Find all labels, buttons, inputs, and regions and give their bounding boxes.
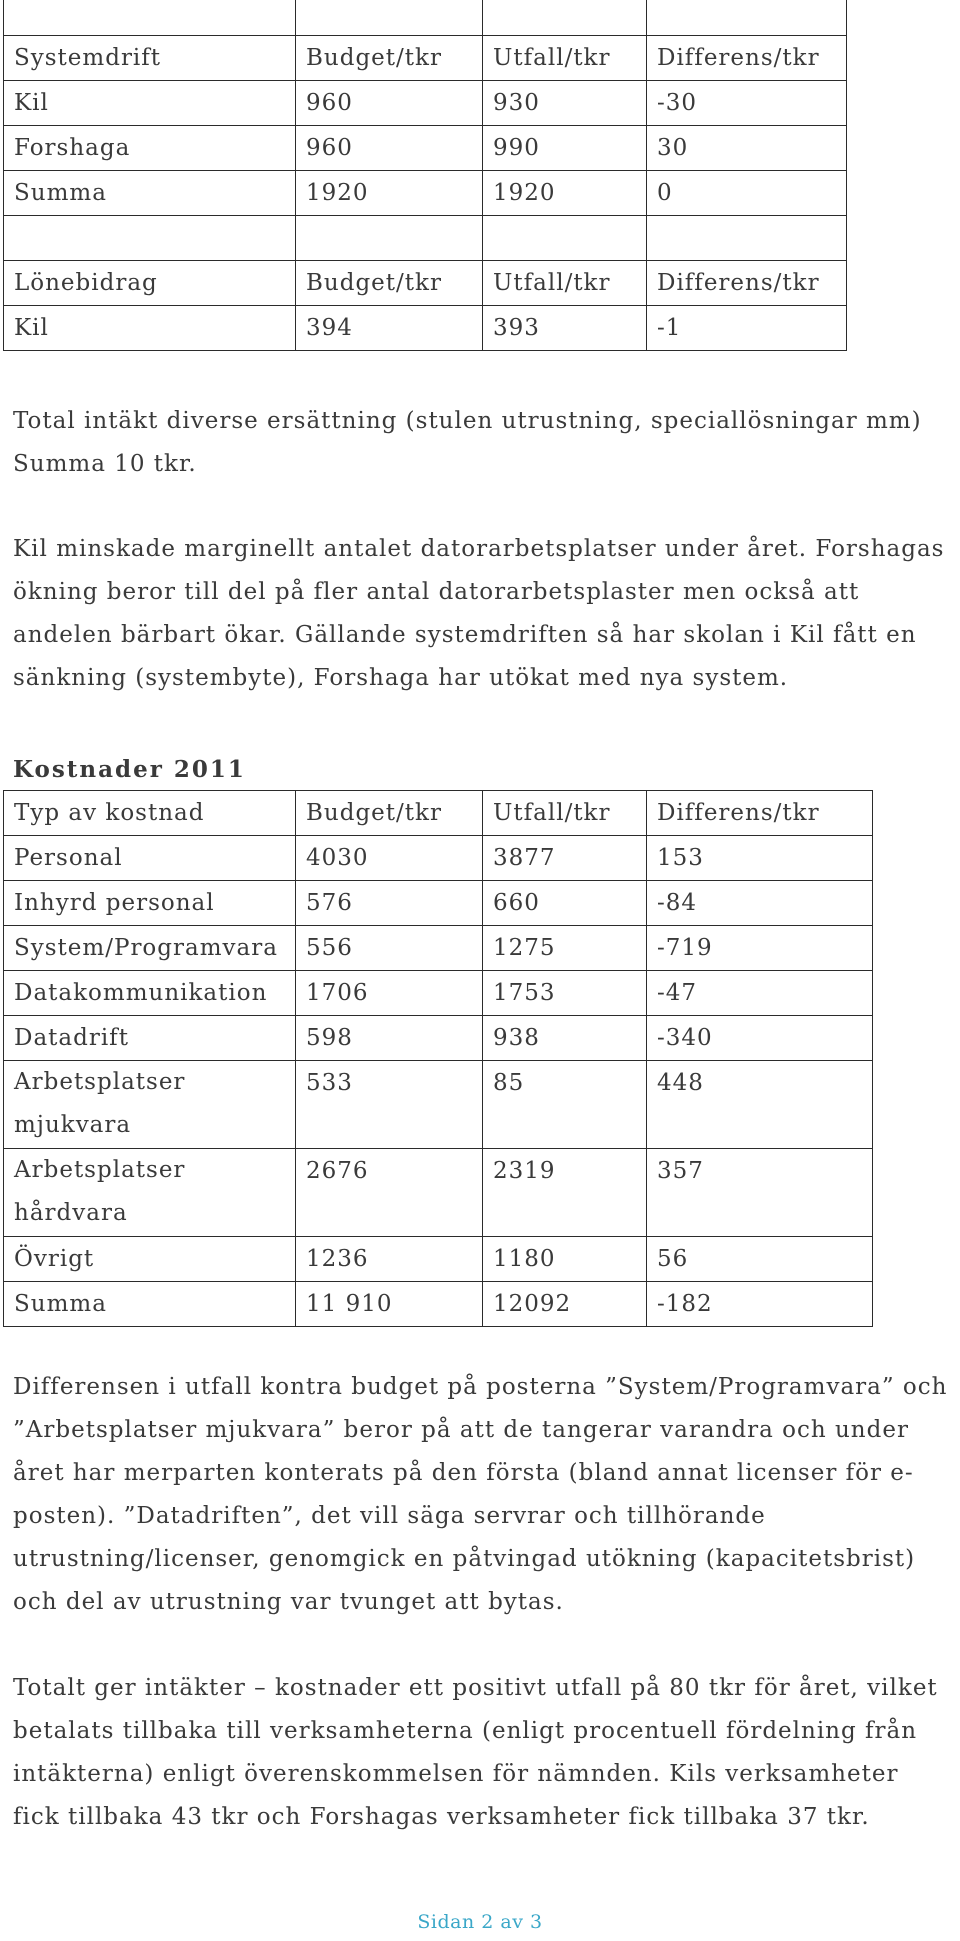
table-row [4, 1237, 873, 1282]
table-cell: 2319 [483, 1149, 647, 1237]
table-cell: Personal [4, 836, 296, 881]
table-cell: 1920 [296, 171, 483, 216]
table-row [4, 0, 847, 36]
table-cell: 930 [483, 81, 647, 126]
table-row [4, 126, 847, 171]
table-cell: 448 [647, 1061, 873, 1149]
table-cell: Lönebidrag [4, 261, 296, 306]
table-cell: 3877 [483, 836, 647, 881]
table-cell: 56 [647, 1237, 873, 1282]
paragraph-variance-explanation: Differensen i utfall kontra budget på posterna ”System/Programvara” och ”Arbetsplatser mjukvara” beror på att de tangerar varandra och under året har merparten konterats på den första (bland annat licenser för e-posten). ”Datadriften”, det vill säga servrar och tillhörande utrustning/licenser, genomgick en påtvingad utökning (kapacitetsbrist) och del av utrustning var tvunget att bytas. [13, 1374, 948, 1615]
table-cell: 660 [483, 881, 647, 926]
table-cell: 960 [296, 126, 483, 171]
table-cell: Datadrift [4, 1016, 296, 1061]
table-header-row [4, 261, 847, 306]
table-cell: Forshaga [4, 126, 296, 171]
table-cell [296, 216, 483, 261]
table-cell: 357 [647, 1149, 873, 1237]
table-cell: -1 [647, 306, 847, 351]
table-cell: 960 [296, 81, 483, 126]
table-cell: 1236 [296, 1237, 483, 1282]
table-row [4, 881, 873, 926]
table-cell: -340 [647, 1016, 873, 1061]
table-row [4, 171, 847, 216]
table-cell: -30 [647, 81, 847, 126]
table-cell: 12092 [483, 1282, 647, 1327]
table-cell: Inhyrd personal [4, 881, 296, 926]
systemdrift-table [3, 0, 847, 351]
table-cell: 1180 [483, 1237, 647, 1282]
table-cell: 2676 [296, 1149, 483, 1237]
table-cell: 393 [483, 306, 647, 351]
table-cell: 533 [296, 1061, 483, 1149]
table-cell: Kil [4, 81, 296, 126]
table-cell: Typ av kostnad [4, 791, 296, 836]
table-row [4, 216, 847, 261]
table-cell: Kil [4, 306, 296, 351]
table-cell: 576 [296, 881, 483, 926]
table-row [4, 971, 873, 1016]
table-row [4, 1016, 873, 1061]
table-cell: Budget/tkr [296, 36, 483, 81]
table-cell: 11 910 [296, 1282, 483, 1327]
table-cell: 1706 [296, 971, 483, 1016]
table-cell: 30 [647, 126, 847, 171]
table-cell [4, 216, 296, 261]
table-cell: -719 [647, 926, 873, 971]
table-cell: Utfall/tkr [483, 36, 647, 81]
table-cell: 0 [647, 171, 847, 216]
table-row [4, 306, 847, 351]
table-cell: 556 [296, 926, 483, 971]
table-cell: 1275 [483, 926, 647, 971]
table-header-row [4, 36, 847, 81]
table-cell: Budget/tkr [296, 261, 483, 306]
table-cell [483, 0, 647, 36]
costs-table [3, 790, 873, 1327]
table-cell [647, 216, 847, 261]
table-row [4, 1149, 873, 1237]
section-heading: Kostnader 2011 [13, 756, 246, 783]
table-cell: 85 [483, 1061, 647, 1149]
table-cell: Budget/tkr [296, 791, 483, 836]
table-row [4, 836, 873, 881]
table-cell: Summa [4, 1282, 296, 1327]
table-row [4, 1282, 873, 1327]
table-cell: Datakommunikation [4, 971, 296, 1016]
table-header-row [4, 791, 873, 836]
table-row [4, 1061, 873, 1149]
table-cell: Utfall/tkr [483, 261, 647, 306]
table-cell: Differens/tkr [647, 36, 847, 81]
table-cell: Differens/tkr [647, 261, 847, 306]
page-number: Sidan 2 av 3 [417, 1911, 543, 1933]
table-cell [483, 216, 647, 261]
table-cell [4, 0, 296, 36]
table-cell: 4030 [296, 836, 483, 881]
table-cell: 1753 [483, 971, 647, 1016]
paragraph-total-result: Totalt ger intäkter – kostnader ett positivt utfall på 80 tkr för året, vilket betalats tillbaka till verksamheterna (enligt procentuell fördelning från intäkterna) enligt överenskommelsen för nämnden. Kils verksamheter fick tillbaka 43 tkr och Forshagas verksamheter fick tillbaka 37 tkr. [13, 1675, 938, 1830]
table-cell: -182 [647, 1282, 873, 1327]
table-cell: -47 [647, 971, 873, 1016]
table-cell [296, 0, 483, 36]
table-cell: System/Programvara [4, 926, 296, 971]
table-cell: 938 [483, 1016, 647, 1061]
table-cell [647, 0, 847, 36]
table-cell: 153 [647, 836, 873, 881]
table-cell: Utfall/tkr [483, 791, 647, 836]
table-cell: Arbetsplatser mjukvara [4, 1061, 296, 1149]
table-cell: 1920 [483, 171, 647, 216]
table-row [4, 81, 847, 126]
table-cell: Differens/tkr [647, 791, 873, 836]
table-cell: Systemdrift [4, 36, 296, 81]
table-cell: 990 [483, 126, 647, 171]
paragraph-income-summary: Total intäkt diverse ersättning (stulen utrustning, speciallösningar mm) Summa 10 tkr. [13, 408, 922, 477]
table-cell: 394 [296, 306, 483, 351]
table-row [4, 926, 873, 971]
table-cell: 598 [296, 1016, 483, 1061]
paragraph-workstations: Kil minskade marginellt antalet datorarbetsplatser under året. Forshagas ökning beror till del på fler antal datorarbetsplaster men också att andelen bärbart ökar. Gällande systemdriften så har skolan i Kil fått en sänkning (systembyte), Forshaga har utökat med nya system. [13, 536, 945, 691]
table-cell: -84 [647, 881, 873, 926]
table-cell: Övrigt [4, 1237, 296, 1282]
table-cell: Arbetsplatser hårdvara [4, 1149, 296, 1237]
table-cell: Summa [4, 171, 296, 216]
